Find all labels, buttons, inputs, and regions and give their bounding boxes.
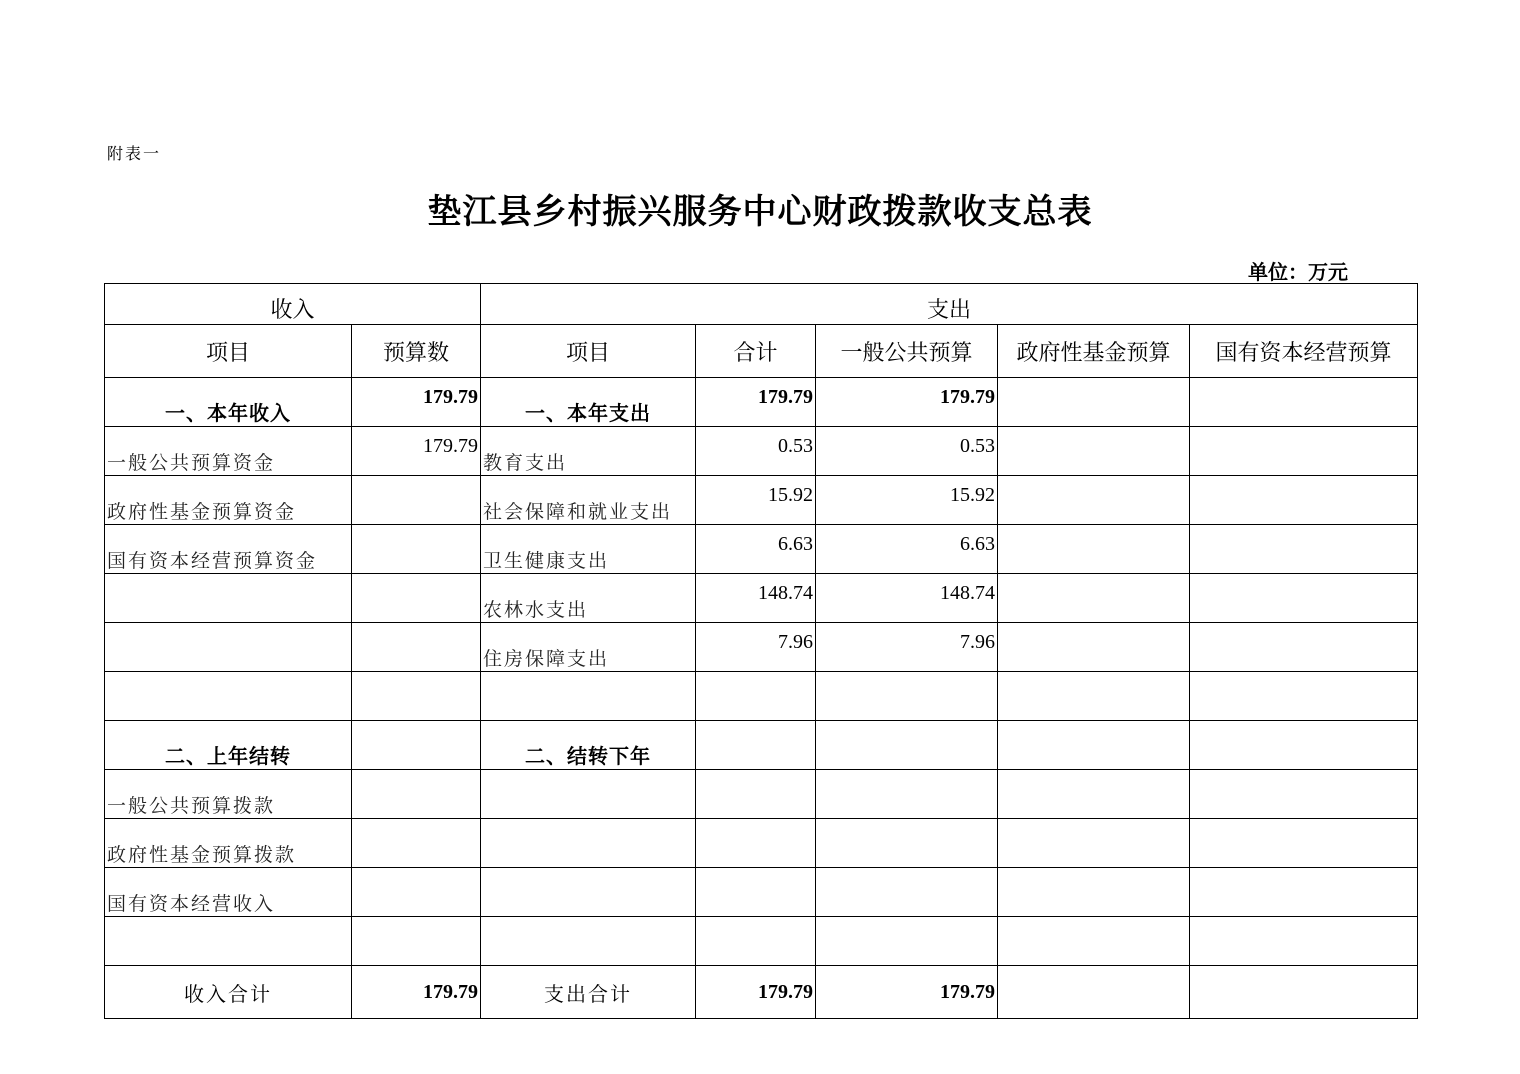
general-budget-cell: 6.63 — [816, 525, 998, 574]
income-item-cell: 政府性基金预算资金 — [105, 476, 352, 525]
fund-budget-cell — [998, 917, 1190, 966]
expense-item-cell: 农林水支出 — [481, 574, 696, 623]
fund-budget-cell — [998, 574, 1190, 623]
general-budget-cell — [816, 721, 998, 770]
total-cell: 0.53 — [696, 427, 816, 476]
state-capital-cell — [1190, 917, 1418, 966]
general-budget-cell — [816, 672, 998, 721]
col-fund-budget: 政府性基金预算 — [998, 325, 1190, 378]
income-item-cell — [105, 574, 352, 623]
expense-item-cell: 教育支出 — [481, 427, 696, 476]
totals-expense-item-cell: 支出合计 — [481, 966, 696, 1019]
total-cell: 15.92 — [696, 476, 816, 525]
state-capital-cell — [1190, 819, 1418, 868]
state-capital-cell — [1190, 427, 1418, 476]
state-capital-cell — [1190, 770, 1418, 819]
table-row — [105, 427, 1418, 476]
total-cell — [696, 868, 816, 917]
fund-budget-cell — [998, 427, 1190, 476]
income-amount-cell — [352, 672, 481, 721]
expense-header: 支出 — [481, 284, 1418, 325]
budget-table — [104, 283, 1418, 1019]
state-capital-cell — [1190, 476, 1418, 525]
header-row-group — [105, 284, 1418, 325]
header-row-columns — [105, 325, 1418, 378]
income-item-cell: 政府性基金预算拨款 — [105, 819, 352, 868]
expense-item-cell — [481, 917, 696, 966]
total-cell: 6.63 — [696, 525, 816, 574]
income-amount-cell: 179.79 — [352, 378, 481, 427]
total-cell: 7.96 — [696, 623, 816, 672]
appendix-label: 附表一 — [107, 144, 162, 163]
expense-item-cell: 一、本年支出 — [481, 378, 696, 427]
general-budget-cell — [816, 819, 998, 868]
fund-budget-cell — [998, 721, 1190, 770]
fund-budget-cell — [998, 672, 1190, 721]
col-general-budget: 一般公共预算 — [816, 325, 998, 378]
table-row — [105, 721, 1418, 770]
income-amount-cell — [352, 525, 481, 574]
totals-state-capital-cell — [1190, 966, 1418, 1019]
table-row — [105, 819, 1418, 868]
state-capital-cell — [1190, 574, 1418, 623]
table-row — [105, 378, 1418, 427]
table-row — [105, 623, 1418, 672]
col-expense-item: 项目 — [481, 325, 696, 378]
total-cell — [696, 721, 816, 770]
table-row — [105, 574, 1418, 623]
income-amount-cell — [352, 917, 481, 966]
total-cell — [696, 917, 816, 966]
expense-item-cell — [481, 672, 696, 721]
income-item-cell: 一般公共预算资金 — [105, 427, 352, 476]
income-amount-cell — [352, 574, 481, 623]
income-amount-cell — [352, 770, 481, 819]
table-row — [105, 476, 1418, 525]
expense-item-cell — [481, 770, 696, 819]
totals-income-amount-cell: 179.79 — [352, 966, 481, 1019]
expense-item-cell: 社会保障和就业支出 — [481, 476, 696, 525]
income-header: 收入 — [105, 284, 481, 325]
fund-budget-cell — [998, 819, 1190, 868]
income-amount-cell — [352, 623, 481, 672]
state-capital-cell — [1190, 525, 1418, 574]
income-item-cell: 一般公共预算拨款 — [105, 770, 352, 819]
expense-item-cell: 卫生健康支出 — [481, 525, 696, 574]
state-capital-cell — [1190, 672, 1418, 721]
income-item-cell: 国有资本经营收入 — [105, 868, 352, 917]
total-cell — [696, 819, 816, 868]
totals-income-item-cell: 收入合计 — [105, 966, 352, 1019]
col-income-item: 项目 — [105, 325, 352, 378]
page-title: 垫江县乡村振兴服务中心财政拨款收支总表 — [427, 192, 1093, 232]
general-budget-cell: 0.53 — [816, 427, 998, 476]
state-capital-cell — [1190, 721, 1418, 770]
fund-budget-cell — [998, 378, 1190, 427]
fund-budget-cell — [998, 525, 1190, 574]
expense-item-cell — [481, 868, 696, 917]
income-amount-cell — [352, 819, 481, 868]
expense-item-cell: 二、结转下年 — [481, 721, 696, 770]
fund-budget-cell — [998, 476, 1190, 525]
totals-fund-budget-cell — [998, 966, 1190, 1019]
col-state-capital-budget: 国有资本经营预算 — [1190, 325, 1418, 378]
income-item-cell: 二、上年结转 — [105, 721, 352, 770]
income-item-cell — [105, 917, 352, 966]
total-cell: 148.74 — [696, 574, 816, 623]
totals-total-cell: 179.79 — [696, 966, 816, 1019]
income-amount-cell — [352, 868, 481, 917]
table-row — [105, 868, 1418, 917]
total-cell: 179.79 — [696, 378, 816, 427]
general-budget-cell: 7.96 — [816, 623, 998, 672]
table-row — [105, 770, 1418, 819]
general-budget-cell — [816, 770, 998, 819]
totals-row — [105, 966, 1418, 1019]
income-amount-cell — [352, 721, 481, 770]
income-amount-cell: 179.79 — [352, 427, 481, 476]
total-cell — [696, 672, 816, 721]
income-item-cell — [105, 623, 352, 672]
income-item-cell: 国有资本经营预算资金 — [105, 525, 352, 574]
table-row — [105, 917, 1418, 966]
income-item-cell — [105, 672, 352, 721]
fund-budget-cell — [998, 868, 1190, 917]
expense-item-cell: 住房保障支出 — [481, 623, 696, 672]
general-budget-cell — [816, 868, 998, 917]
totals-general-budget-cell: 179.79 — [816, 966, 998, 1019]
general-budget-cell — [816, 917, 998, 966]
income-amount-cell — [352, 476, 481, 525]
income-item-cell: 一、本年收入 — [105, 378, 352, 427]
col-income-budget: 预算数 — [352, 325, 481, 378]
general-budget-cell: 179.79 — [816, 378, 998, 427]
general-budget-cell: 15.92 — [816, 476, 998, 525]
total-cell — [696, 770, 816, 819]
table-row — [105, 672, 1418, 721]
fund-budget-cell — [998, 770, 1190, 819]
col-total: 合计 — [696, 325, 816, 378]
expense-item-cell — [481, 819, 696, 868]
table-row — [105, 525, 1418, 574]
unit-label: 单位：万元 — [1248, 260, 1348, 284]
state-capital-cell — [1190, 868, 1418, 917]
general-budget-cell: 148.74 — [816, 574, 998, 623]
state-capital-cell — [1190, 378, 1418, 427]
state-capital-cell — [1190, 623, 1418, 672]
fund-budget-cell — [998, 623, 1190, 672]
